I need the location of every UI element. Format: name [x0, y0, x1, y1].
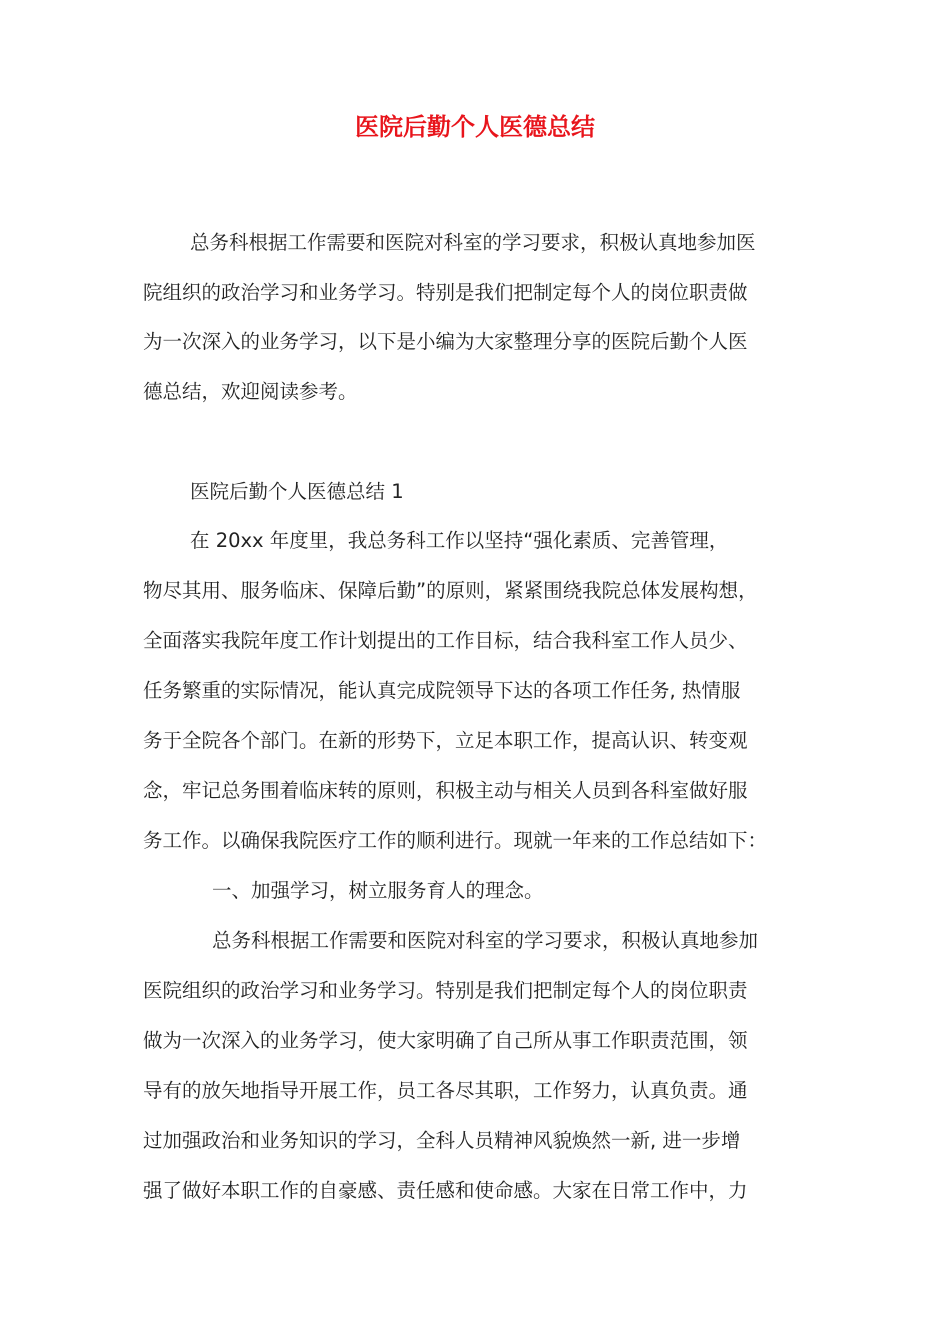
text-line: 医院组织的政治学习和业务学习。特别是我们把制定每个人的岗位职责: [143, 979, 748, 1002]
text-line: 做为一次深入的业务学习，使大家明确了自己所从事工作职责范围，领: [143, 1029, 748, 1052]
text-line: 院组织的政治学习和业务学习。特别是我们把制定每个人的岗位职责做: [143, 281, 748, 304]
text-line: 务工作。以确保我院医疗工作的顺利进行。现就一年来的工作总结如下：: [143, 829, 768, 852]
text-line: 务于全院各个部门。在新的形势下，立足本职工作，提高认识、转变观: [143, 729, 748, 752]
text-line: 任务繁重的实际情况，能认真完成院领导下达的各项工作任务, 热情服: [143, 679, 741, 702]
text-line: 在 20xx 年度里，我总务科工作以坚持“强化素质、完善管理，: [190, 529, 729, 552]
text-line: 强了做好本职工作的自豪感、责任感和使命感。大家在日常工作中，力: [143, 1179, 748, 1202]
text-line: 为一次深入的业务学习，以下是小编为大家整理分享的医院后勤个人医: [143, 330, 748, 353]
text-line: 过加强政治和业务知识的学习，全科人员精神风貌焕然一新, 进一步增: [143, 1129, 741, 1152]
text-line: 总务科根据工作需要和医院对科室的学习要求，积极认真地参加: [212, 929, 759, 952]
subheading: 一、加强学习，树立服务育人的理念。: [212, 879, 544, 902]
document-title: 医院后勤个人医德总结: [355, 113, 595, 141]
text-line: 物尽其用、服务临床、保障后勤”的原则，紧紧围绕我院总体发展构想，: [143, 579, 758, 602]
text-line: 总务科根据工作需要和医院对科室的学习要求，积极认真地参加医: [190, 231, 756, 254]
section-heading: 医院后勤个人医德总结 1: [190, 480, 404, 503]
text-line: 德总结，欢迎阅读参考。: [143, 380, 358, 403]
text-line: 全面落实我院年度工作计划提出的工作目标，结合我科室工作人员少、: [143, 629, 748, 652]
text-line: 导有的放矢地指导开展工作，员工各尽其职，工作努力，认真负责。通: [143, 1079, 748, 1102]
text-line: 念，牢记总务围着临床转的原则，积极主动与相关人员到各科室做好服: [143, 779, 748, 802]
